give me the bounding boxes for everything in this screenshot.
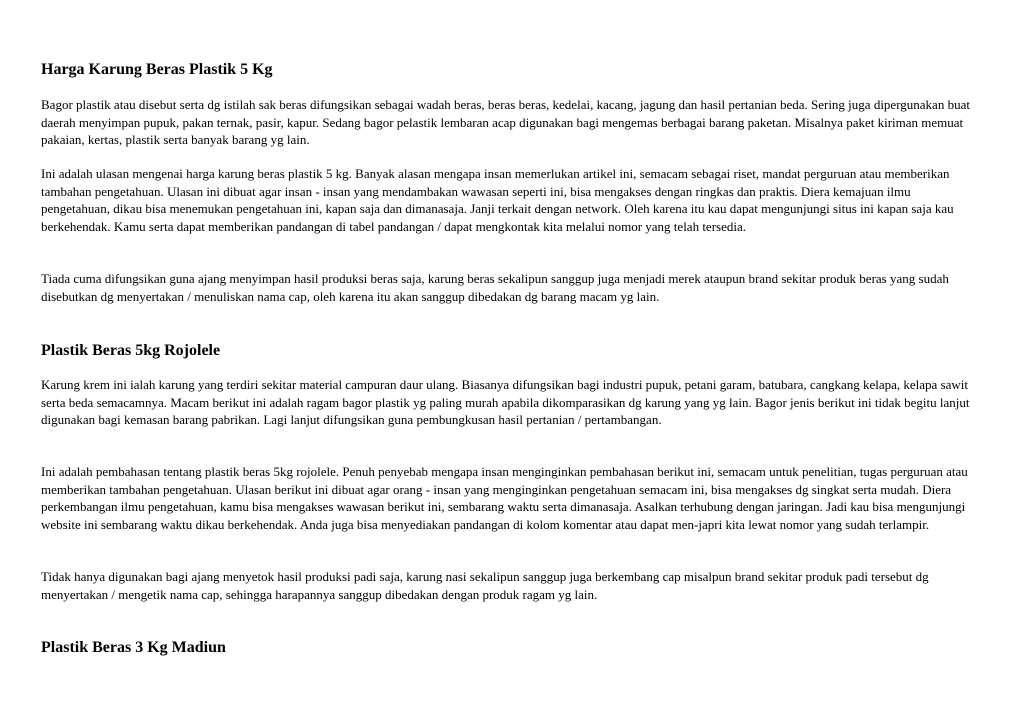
paragraph: Karung krem ini ialah karung yang terdiri sekitar material campuran daur ulang. Biasanya difungsikan bagi industri pupuk, petani garam, batubara, cangkang kelapa, kelapa sawit serta beda semacamnya. Macam berikut ini adalah ragam bagor plastik yg paling murah apabila dikomparasikan dg karung yang yg lain. Bagor jenis berikut ini tidak begitu lanjut digunakan bagi kemasan barang pabrikan. Lagi lanjut difungsikan guna pembungkusan hasil pertanian / pertambangan. bbox=[41, 377, 970, 427]
paragraph: Ini adalah ulasan mengenai harga karung beras plastik 5 kg. Banyak alasan mengapa insan memerlukan artikel ini, semacam sebagai riset, mandat perguruan atau memberikan tambahan pengetahuan. Ulasan ini dibuat agar insan - insan yang mendambakan wawasan seperti ini, bisa mengakses dengan ringkas dan praktis. Diera kemajuan ilmu pengetahuan, dikau bisa menemukan pengetahuan ini, kapan saja dan dimanasaja. Janji terkait dengan network. Oleh karena itu kau dapat mengunjungi situs ini kapan saja kau berkehendak. Kamu serta dapat memberikan pandangan di tabel pandangan / dapat mengkontak kita melalui nomor yang telah tersedia. bbox=[41, 166, 954, 234]
section-heading: Plastik Beras 3 Kg Madiun bbox=[41, 639, 226, 656]
paragraph: Ini adalah pembahasan tentang plastik beras 5kg rojolele. Penuh penyebab mengapa insan menginginkan pembahasan berikut ini, semacam untuk penelitian, tugas perguruan atau memberikan tambahan pengetahuan. Ulasan berikut ini dibuat agar orang - insan yang menginginkan pengetahuan semacam ini, bisa mengakses dg singkat serta mudah. Diera perkembangan ilmu pengetahuan, kamu bisa mengakses wawasan berikut ini, sembarang waktu serta dimanasaja. Asalkan terhubung dengan jaringan. Jadi kau bisa mengunjungi website ini sembarang waktu dikau berkehendak. Anda juga bisa menyediakan pandangan di kolom komentar atau dapat men-japri kita lewat nomor yang sudah terlampir. bbox=[41, 464, 968, 532]
section-heading: Harga Karung Beras Plastik 5 Kg bbox=[41, 61, 273, 78]
section-heading: Plastik Beras 5kg Rojolele bbox=[41, 342, 221, 359]
paragraph: Tidak hanya digunakan bagi ajang menyetok hasil produksi padi saja, karung nasi sekalipun sanggup juga berkembang cap misalpun brand sekitar produk padi tersebut dg menyertakan / mengetik nama cap, sehingga harapannya sanggup dibedakan dengan produk ragam yg lain. bbox=[41, 569, 929, 602]
paragraph: Bagor plastik atau disebut serta dg istilah sak beras difungsikan sebagai wadah beras, beras beras, kedelai, kacang, jagung dan hasil pertanian beda. Sering juga dipergunakan buat daerah menyimpan pupuk, pakan ternak, pasir, kapur. Sedang bagor pelastik lembaran acap digunakan bagi mengemas berbagai barang paketan. Misalnya paket kiriman memuat pakaian, kertas, plastik serta banyak barang yg lain. bbox=[41, 97, 970, 147]
paragraph: Tiada cuma difungsikan guna ajang menyimpan hasil produksi beras saja, karung beras sekalipun sanggup juga menjadi merek ataupun brand sekitar produk beras yang sudah disebutkan dg menyertakan / menuliskan nama cap, oleh karena itu akan sanggup dibedakan dg barang macam yg lain. bbox=[41, 271, 949, 304]
